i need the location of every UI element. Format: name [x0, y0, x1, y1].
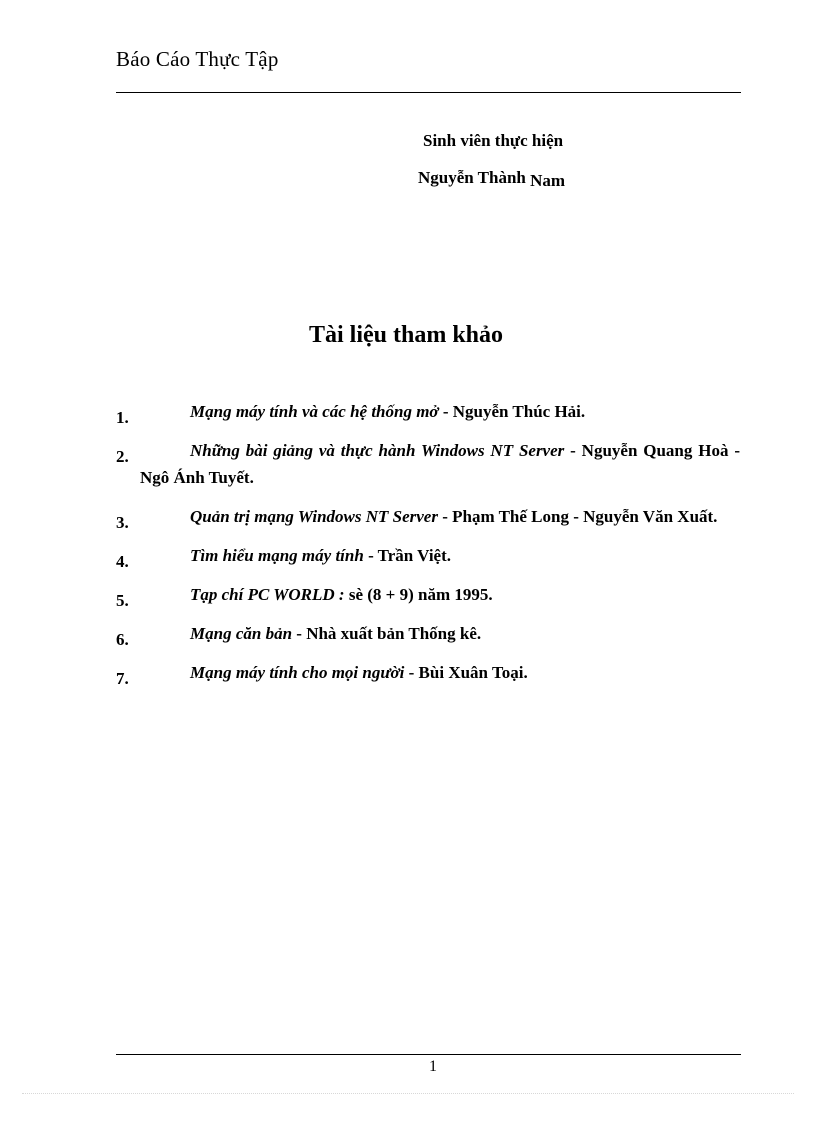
reference-item [116, 542, 740, 569]
page-bottom-edge [22, 1093, 794, 1094]
reference-text [116, 503, 740, 530]
reference-text [116, 620, 740, 647]
reference-number: 4. [116, 552, 129, 571]
reference-number: 7. [116, 669, 129, 688]
reference-book-title: Tạp chí PC WORLD : [190, 585, 345, 604]
footer-divider [116, 1054, 741, 1055]
reference-text [116, 437, 740, 491]
author-name [418, 165, 565, 202]
reference-list [116, 398, 740, 698]
reference-text [116, 581, 740, 608]
reference-author: - Bùi Xuân Toại. [404, 663, 528, 682]
reference-item [116, 581, 740, 608]
reference-item [116, 503, 740, 530]
reference-author: - Trần Việt. [363, 546, 452, 565]
author-role-label: Sinh viên thực hiện [423, 131, 564, 150]
reference-author: - Phạm Thế Long - Nguyễn Văn Xuất. [437, 507, 718, 526]
reference-book-title: Mạng máy tính cho mọi người [190, 663, 405, 682]
reference-item [116, 659, 740, 686]
reference-text [116, 659, 740, 686]
reference-book-title: Những bài giảng và thực hành Windows NT Server [190, 441, 565, 460]
reference-item [116, 620, 740, 647]
reference-author: sè (8 + 9) năm 1995. [344, 585, 493, 604]
header-divider [116, 92, 741, 93]
reference-book-title: Mạng máy tính và các hệ thống mở [190, 402, 439, 421]
reference-book-title: Quản trị mạng Windows NT Server [190, 507, 438, 526]
reference-number: 1. [116, 408, 129, 427]
author-name-main: Nguyễn Thành [418, 168, 526, 187]
reference-number: 3. [116, 513, 129, 532]
reference-author: - Nguyễn Quang Hoà - Ngô Ánh Tuyết. [140, 441, 740, 487]
reference-number: 2. [116, 447, 129, 466]
reference-text [116, 542, 740, 569]
reference-author: - Nguyễn Thúc Hải. [438, 402, 586, 421]
author-name-last: Nam [530, 171, 566, 190]
reference-text [116, 398, 740, 425]
reference-item [116, 437, 740, 491]
reference-author: - Nhà xuất bản Thống kê. [292, 624, 482, 643]
reference-number: 5. [116, 591, 129, 610]
author-block [418, 128, 565, 202]
references-heading-text: Tài liệu tham khảo [308, 322, 504, 348]
page-number: 1 [429, 1058, 437, 1075]
reference-book-title: Tìm hiểu mạng máy tính [190, 546, 364, 565]
page-header-title: Báo Cáo Thực Tập [116, 47, 279, 71]
references-heading [0, 322, 816, 349]
reference-book-title: Mạng căn bản [190, 624, 293, 643]
reference-item [116, 398, 740, 425]
reference-number: 6. [116, 630, 129, 649]
